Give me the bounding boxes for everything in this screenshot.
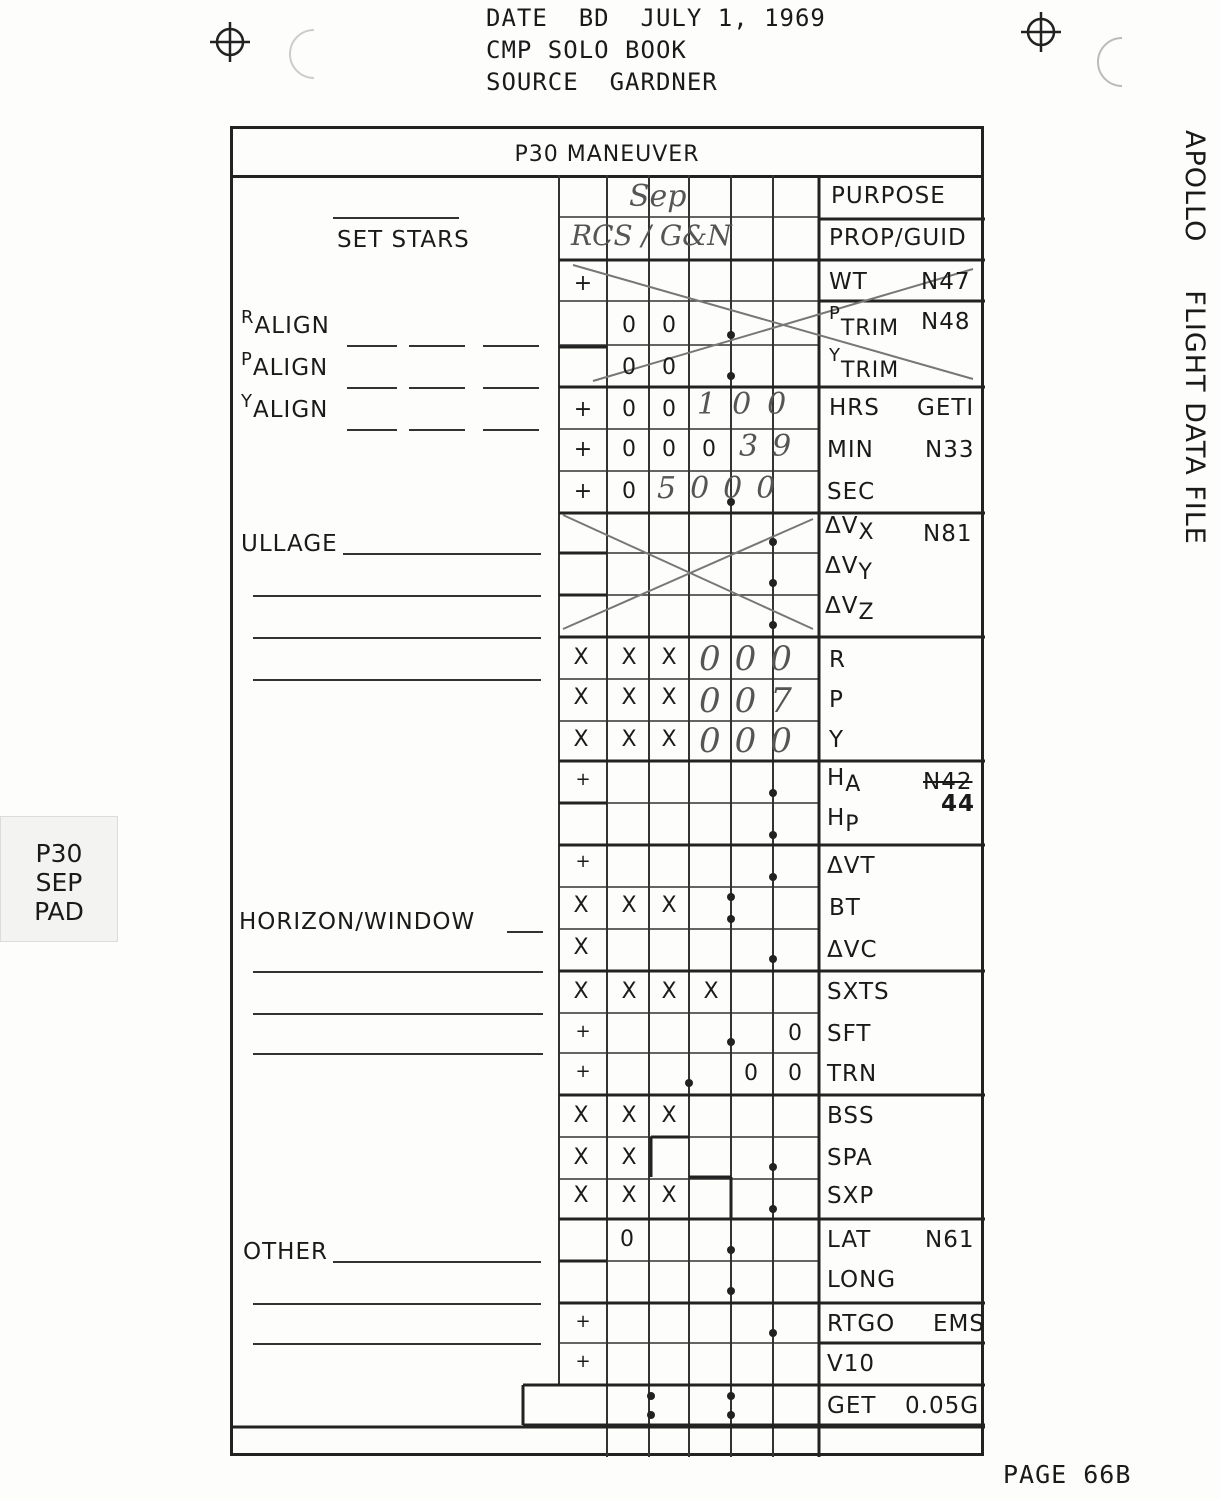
date-line: DATE BD JULY 1, 1969 xyxy=(486,4,826,32)
binder-hole-icon xyxy=(1094,36,1124,88)
dvz-label: $\Delta V_Z$ xyxy=(825,593,875,625)
horizon-window-blank xyxy=(507,931,543,933)
y-label: Y xyxy=(829,727,845,753)
n42-label: N42 xyxy=(923,769,973,795)
printed-zero: 0 xyxy=(788,1061,802,1086)
dvx-label: $\Delta V_X$ xyxy=(825,513,875,545)
x-mark: X xyxy=(573,893,589,918)
n33-label: N33 xyxy=(925,437,975,463)
ullage-blank xyxy=(253,679,541,681)
min-entry: 39 xyxy=(739,429,806,464)
wt-label: WT xyxy=(829,269,868,295)
dvc-label: ΔVC xyxy=(827,937,878,963)
printed-zero: 0 xyxy=(620,1227,634,1252)
printed-zero: 0 xyxy=(622,437,636,462)
p30-sep-pad-tab xyxy=(0,816,118,942)
x-mark: X xyxy=(573,1183,589,1208)
plus-sign: + xyxy=(573,479,593,504)
n61-label: N61 xyxy=(925,1227,975,1253)
x-mark: X xyxy=(661,1103,677,1128)
purpose-label: PURPOSE xyxy=(831,183,946,209)
other-blank xyxy=(333,1261,541,1263)
printed-zero: 0 xyxy=(662,397,676,422)
p-align-blank xyxy=(483,387,539,389)
printed-zero: 0 xyxy=(622,355,636,380)
hrs-label: HRS xyxy=(829,395,880,421)
purpose-entry: Sep xyxy=(629,179,687,214)
x-mark: X xyxy=(621,685,637,710)
x-mark: X xyxy=(661,1183,677,1208)
r-align-label: $^R$ALIGN xyxy=(241,307,330,339)
ullage-blank xyxy=(253,637,541,639)
ullage-blank xyxy=(343,553,541,555)
ullage-label: ULLAGE xyxy=(241,531,338,557)
x-mark: X xyxy=(661,645,677,670)
form-title: P30 MANEUVER xyxy=(233,129,981,178)
x-mark: X xyxy=(573,979,589,1004)
n81-label: N81 xyxy=(923,521,973,547)
plus-sign: + xyxy=(573,437,593,462)
registration-mark-icon xyxy=(210,22,250,62)
x-mark: X xyxy=(573,645,589,670)
y-align-label: $^Y$ALIGN xyxy=(241,391,329,423)
p-entry: 007 xyxy=(699,681,806,721)
printed-zero: 0 xyxy=(622,313,636,338)
geti-label: GETI xyxy=(917,395,975,421)
min-label: MIN xyxy=(827,437,874,463)
prop-guid-label: PROP/GUID xyxy=(829,225,967,251)
x-mark: X xyxy=(661,685,677,710)
sec-entry: 5000 xyxy=(657,471,790,506)
n44-label: 44 xyxy=(941,791,976,817)
printed-zero: 0 xyxy=(662,355,676,380)
x-mark: X xyxy=(621,727,637,752)
ullage-blank xyxy=(253,595,541,597)
ems-label: EMS xyxy=(933,1311,985,1337)
r-entry: 000 xyxy=(699,639,806,679)
horizon-window-blank xyxy=(253,971,543,973)
printed-zero: 0 xyxy=(744,1061,758,1086)
ha-label: $H_A$ xyxy=(827,765,862,797)
x-mark: X xyxy=(573,727,589,752)
x-mark: X xyxy=(573,1103,589,1128)
plus-sign: + xyxy=(575,1061,591,1082)
sxts-label: SXTS xyxy=(827,979,890,1005)
plus-sign: + xyxy=(575,1021,591,1042)
book-line: CMP SOLO BOOK xyxy=(486,36,687,64)
x-mark: X xyxy=(621,893,637,918)
trn-label: TRN xyxy=(827,1061,878,1087)
p-trim-label: $^P_{TRIM}$ xyxy=(829,303,900,341)
bss-label: BSS xyxy=(827,1103,875,1129)
n48-label: N48 xyxy=(921,309,971,335)
x-mark: X xyxy=(661,727,677,752)
y-entry: 000 xyxy=(699,721,806,761)
x-mark: X xyxy=(573,1145,589,1170)
v10-label: V10 xyxy=(827,1351,876,1377)
page-number: PAGE 66B xyxy=(1003,1460,1132,1489)
sxp-label: SXP xyxy=(827,1183,875,1209)
x-mark: X xyxy=(621,1145,637,1170)
get-label: GET xyxy=(827,1393,877,1419)
horizon-window-blank xyxy=(253,1013,543,1015)
sft-label: SFT xyxy=(827,1021,872,1047)
other-label: OTHER xyxy=(243,1239,328,1265)
p-align-label: $^P$ALIGN xyxy=(241,349,329,381)
x-mark: X xyxy=(621,979,637,1004)
printed-zero: 0 xyxy=(622,397,636,422)
x-mark: X xyxy=(573,685,589,710)
r-align-blank xyxy=(483,345,539,347)
dvy-label: $\Delta V_Y$ xyxy=(825,553,873,585)
y-trim-label: $^Y_{TRIM}$ xyxy=(829,345,900,383)
hrs-entry: 100 xyxy=(697,387,803,422)
plus-sign: + xyxy=(573,271,593,296)
p30-maneuver-form xyxy=(230,126,984,1456)
other-blank xyxy=(253,1343,541,1345)
dvt-label: ΔVT xyxy=(827,853,876,879)
set-stars-label: SET STARS xyxy=(337,227,470,253)
x-mark: X xyxy=(661,893,677,918)
p-align-blank xyxy=(409,387,465,389)
n47-label: N47 xyxy=(921,269,971,295)
x-mark: X xyxy=(621,645,637,670)
x-mark: X xyxy=(661,979,677,1004)
y-align-blank xyxy=(483,429,539,431)
g005-label: 0.05G xyxy=(905,1393,980,1419)
p-align-blank xyxy=(347,387,397,389)
printed-zero: 0 xyxy=(622,479,636,504)
tab-line: P30 xyxy=(35,839,83,868)
tab-line: SEP xyxy=(35,868,83,897)
prop-guid-entry: RCS / G&N xyxy=(571,219,732,252)
x-mark: X xyxy=(573,935,589,960)
x-mark: X xyxy=(621,1183,637,1208)
p-label: P xyxy=(829,687,844,713)
plus-sign: + xyxy=(575,769,591,790)
r-label: R xyxy=(829,647,846,673)
long-label: LONG xyxy=(827,1267,897,1293)
side-title: APOLLO FLIGHT DATA FILE xyxy=(1179,130,1210,545)
horizon-window-blank xyxy=(253,1053,543,1055)
r-align-blank xyxy=(409,345,465,347)
lat-label: LAT xyxy=(827,1227,872,1253)
y-align-blank xyxy=(347,429,397,431)
binder-hole-icon xyxy=(286,28,316,80)
r-align-blank xyxy=(347,345,397,347)
spa-label: SPA xyxy=(827,1145,873,1171)
printed-zero: 0 xyxy=(788,1021,802,1046)
sec-label: SEC xyxy=(827,479,876,505)
x-mark: X xyxy=(703,979,719,1004)
printed-zero: 0 xyxy=(662,313,676,338)
printed-zero: 0 xyxy=(702,437,716,462)
hp-label: $H_P$ xyxy=(827,805,860,837)
printed-zero: 0 xyxy=(662,437,676,462)
horizon-window-label: HORIZON/WINDOW xyxy=(239,909,476,935)
rtgo-label: RTGO xyxy=(827,1311,896,1337)
y-align-blank xyxy=(409,429,465,431)
plus-sign: + xyxy=(575,1351,591,1372)
bt-label: BT xyxy=(829,895,861,921)
source-line: SOURCE GARDNER xyxy=(486,68,718,96)
plus-sign: + xyxy=(575,851,591,872)
tab-line: PAD xyxy=(34,897,84,926)
x-mark: X xyxy=(621,1103,637,1128)
set-stars-overline xyxy=(333,217,459,219)
plus-sign: + xyxy=(575,1311,591,1332)
registration-mark-icon xyxy=(1021,12,1061,52)
plus-sign: + xyxy=(573,397,593,422)
other-blank xyxy=(253,1303,541,1305)
